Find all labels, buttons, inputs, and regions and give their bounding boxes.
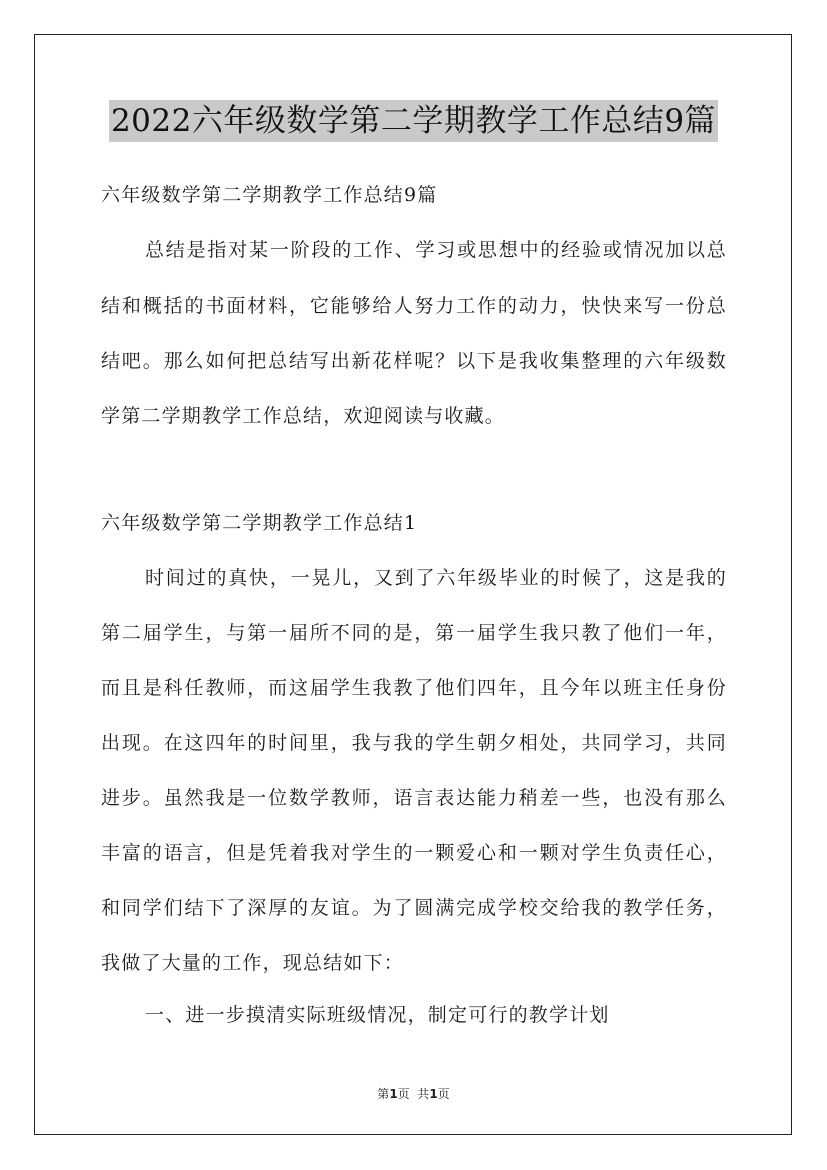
intro-line: 总结是指对某一阶段的工作、学习或思想中的经验或情况加以总 [145,239,727,261]
paragraph-line: 第二届学生，与第一届所不同的是，第一届学生我只教了他们一年， [101,622,727,644]
paragraph-line: 进步。虽然我是一位数学教师，语言表达能力稍差一些，也没有那么 [101,787,727,809]
paragraph-line: 我做了大量的工作，现总结如下： [101,952,405,974]
paragraph-line: 丰富的语言，但是凭着我对学生的一颗爱心和一颗对学生负责任心， [101,842,727,864]
point-heading: 一、进一步摸清实际班级情况，制定可行的教学计划 [145,1004,610,1026]
footer-suffix: 页 [437,1087,450,1101]
total-pages: 1 [429,1087,438,1101]
document-title: 2022六年级数学第二学期教学工作总结9篇 [109,100,718,142]
paragraph-line: 时间过的真快，一晃儿，又到了六年级毕业的时候了，这是我的 [145,567,727,589]
title-container [0,100,827,142]
footer-mid: 页 共 [397,1087,430,1101]
page-number: 1 [389,1087,398,1101]
intro-line: 学第二学期教学工作总结，欢迎阅读与收藏。 [101,405,506,427]
paragraph-line: 和同学们结下了深厚的友谊。为了圆满完成学校交给我的教学任务， [101,897,727,919]
page-footer [0,1085,827,1102]
paragraph-line: 而且是科任教师，而这届学生我教了他们四年，且今年以班主任身份 [101,677,727,699]
section-heading: 六年级数学第二学期教学工作总结1 [101,512,418,534]
intro-line: 结和概括的书面材料，它能够给人努力工作的动力，快快来写一份总 [101,295,727,317]
footer-prefix: 第 [377,1087,390,1101]
intro-line: 结吧。那么如何把总结写出新花样呢？以下是我收集整理的六年级数 [101,350,727,372]
document-subtitle: 六年级数学第二学期教学工作总结9篇 [101,184,438,206]
paragraph-line: 出现。在这四年的时间里，我与我的学生朝夕相处，共同学习，共同 [101,732,727,754]
